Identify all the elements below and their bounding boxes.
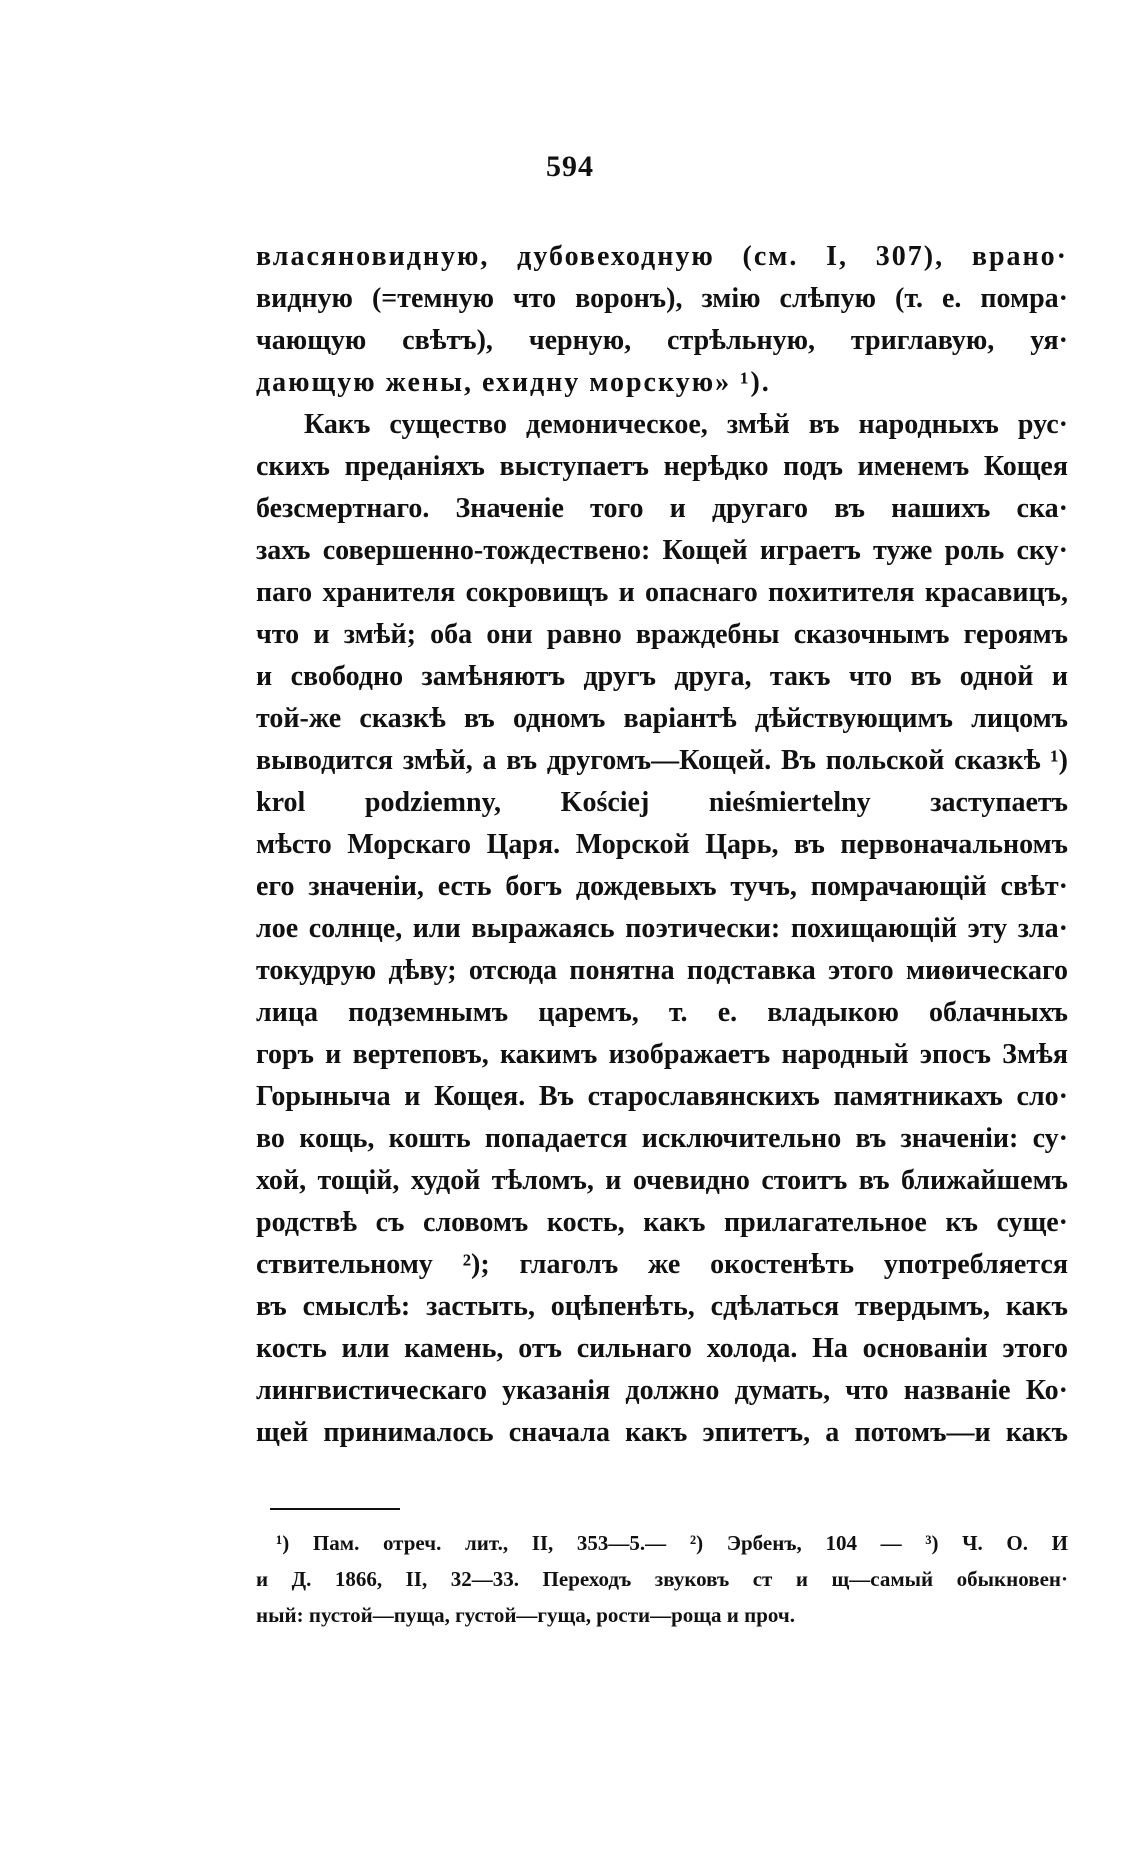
text-line: власяновидную, дубовеходную (см. I, 307), врано· [256,241,1068,272]
text-line: во кощь, кошть попадается исключительно въ значеніи: су· [256,1123,1068,1154]
text-line: родствѣ съ словомъ кость, какъ прилагательное къ суще· [256,1207,1068,1238]
footnotes [256,1525,1068,1633]
text-line: что и змѣй; оба они равно враждебны сказочнымъ героямъ [256,619,1068,650]
text-line: Горыныча и Кощея. Въ старославянскихъ памятникахъ сло· [256,1081,1068,1112]
text-line: хой, тощій, худой тѣломъ, и очевидно стоитъ въ ближайшемъ [256,1165,1068,1196]
text-line: кость или камень, отъ сильнаго холода. На основаніи этого [256,1333,1068,1364]
text-line: безсмертнаго. Значеніе того и другаго въ нашихъ ска· [256,493,1068,524]
text-line: скихъ преданіяхъ выступаетъ нерѣдко подъ именемъ Кощея [256,451,1068,482]
text-line: захъ совершенно-тождествено: Кощей играетъ туже роль ску· [256,535,1068,566]
text-line: ствительному ²); глаголъ же окостенѣть употребляется [256,1249,1068,1280]
text-line: Какъ существо демоническое, змѣй въ народныхъ рус· [304,409,1068,440]
text-line: токудрую дѣву; отсюда понятна подставка этого миѳическаго [256,955,1068,986]
footnote-line: ный: пустой—пуща, густой—гуща, рости—роща и проч. [256,1603,795,1627]
text-line: щей принималось сначала какъ эпитетъ, а потомъ—и какъ [256,1417,1068,1448]
body-text [256,236,1068,1454]
text-line: лое солнце, или выражаясь поэтически: похищающій эту зла· [256,913,1068,944]
footnote-line: и Д. 1866, II, 32—33. Переходъ звуковъ ст и щ—самый обыкновен· [256,1567,1068,1591]
text-line: видную (=темную что воронъ), змію слѣпую (т. е. помра· [256,283,1068,314]
text-line: той-же сказкѣ въ одномъ варіантѣ дѣйствующимъ лицомъ [256,703,1068,734]
text-line: горъ и вертеповъ, какимъ изображаетъ народный эпосъ Змѣя [256,1039,1068,1070]
text-line: krol podziemny, Kościej nieśmiertelny заступаетъ [256,787,1068,818]
footnote-rule [270,1508,400,1510]
text-line: паго хранителя сокровищъ и опаснаго похитителя красавицъ, [256,577,1068,608]
page-number: 594 [546,150,594,183]
text-line: дающую жены, ехидну морскую» ¹). [256,367,771,398]
text-line: выводится змѣй, а въ другомъ—Кощей. Въ польской сказкѣ ¹) [256,745,1068,776]
text-line: въ смыслѣ: застыть, оцѣпенѣть, сдѣлаться твердымъ, какъ [256,1291,1068,1322]
text-line: его значеніи, есть богъ дождевыхъ тучъ, помрачающій свѣт· [256,871,1068,902]
footnote-line: ¹) Пам. отреч. лит., II, 353—5.— ²) Эрбенъ, 104 — ³) Ч. О. И [276,1531,1068,1555]
text-line: лингвистическаго указанія должно думать, что названіе Ко· [256,1375,1068,1406]
text-line: и свободно замѣняютъ другъ друга, такъ что въ одной и [256,661,1068,692]
text-line: лица подземнымъ царемъ, т. е. владыкою облачныхъ [256,997,1068,1028]
text-line: мѣсто Морскаго Царя. Морской Царь, въ первоначальномъ [256,829,1068,860]
text-line: чающую свѣтъ), черную, стрѣльную, триглавую, уя· [256,325,1068,356]
